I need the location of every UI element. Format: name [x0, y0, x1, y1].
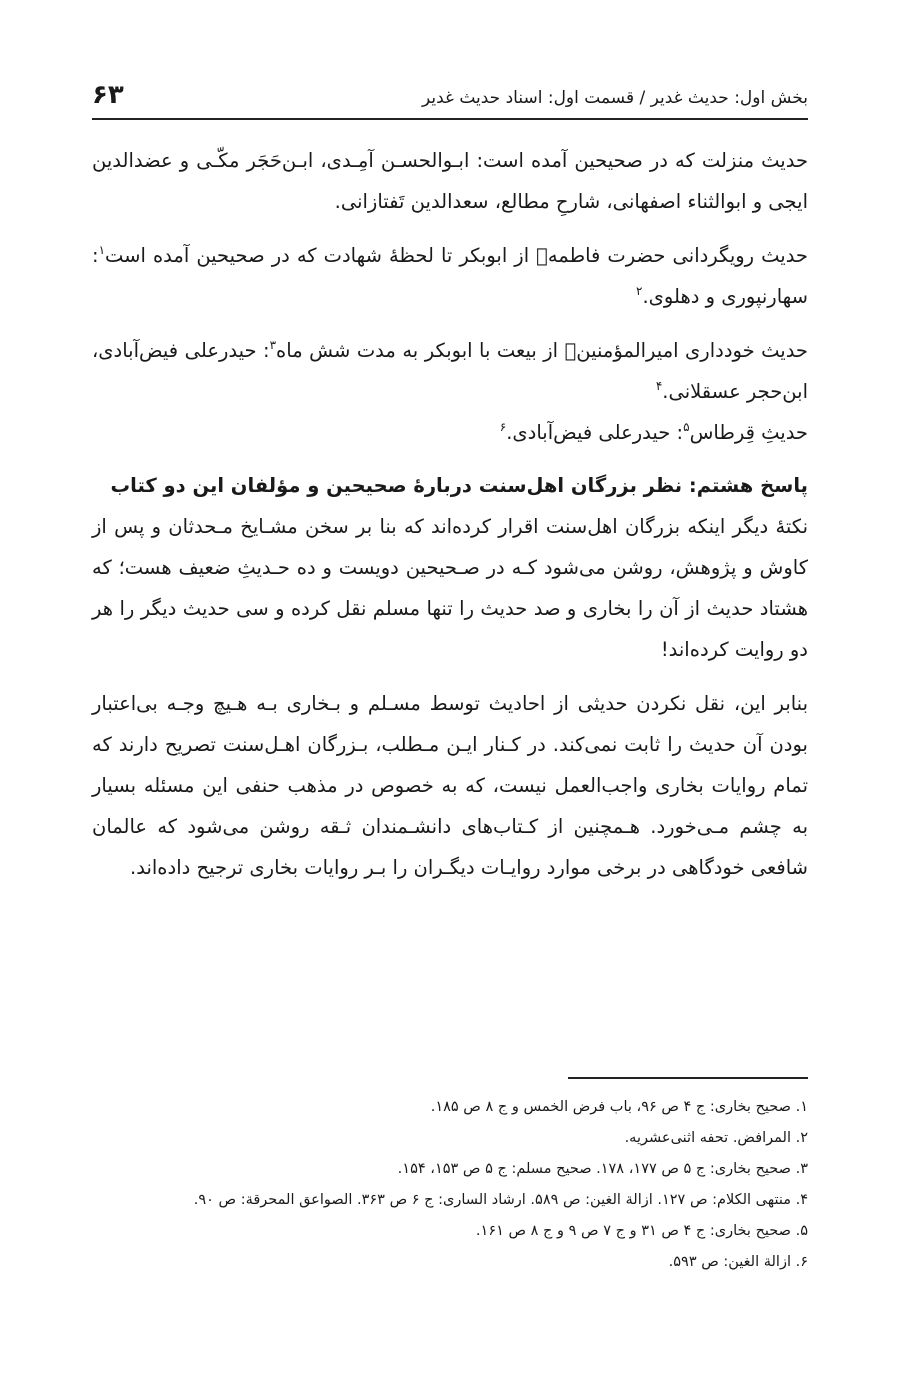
paragraph-hadith-qirtas: [92, 412, 808, 453]
paragraph-text: حدیث خودداری امیرالمؤمنینؐ از بیعت با ابوبکر به مدت شش ماه: [276, 339, 808, 362]
footnote-ref-1: ۱: [98, 243, 106, 257]
footnote-ref-4: ۴: [655, 379, 663, 393]
footnote-6: ۶. ازالة الغین: ص ۵۹۳.: [668, 1254, 808, 1270]
paragraph-weak-hadiths: نکتهٔ دیگر اینکه بزرگان اهل‌سنت اقرار کرده‌اند که بنا بر سخن مشـایخ مـحدثان و پس از کاوش و پژوهش، روشن می‌شود کـه در صـحیحین دویست و ده حـدیثِ ضعیف هست؛ که هشتاد حدیث از آن را بخاری و صد حدیث را تنها مسلم نقل کرده و سی حدیث دیگر را هر دو روایت کرده‌اند!: [92, 515, 808, 661]
paragraph-hadith-bayah: [92, 330, 808, 412]
footnote-4: ۴. منتهی الکلام: ص ۱۲۷. ازالة الغین: ص ۵۸۹. ارشاد الساری: ج ۶ ص ۳۶۳. الصواعق المحرقة: ص ۹۰.: [193, 1192, 808, 1208]
footnote-divider: [568, 1077, 808, 1079]
paragraph-text: : حیدرعلی فیض‌آبادی.: [506, 421, 684, 444]
paragraph-text: : سهارنپوری و دهلوی.: [92, 244, 808, 308]
paragraph-hadith-manzilat: حدیث منزلت که در صحیحین آمده است: ابـوالحسـن آمِـدی، ابـن‌حَجَر مکّـی و عضد‌الدین ایجی و ابوالثناء اصفهانی، شارحِ مطالع، سعدالدین تَفتازانی.: [92, 149, 808, 213]
footnote-5: ۵. صحیح بخاری: ج ۴ ص ۳۱ و ج ۷ ص ۹ و ج ۸ ص ۱۶۱.: [475, 1223, 808, 1239]
footnote-2: ۲. المرافض. تحفه اثنی‌عشریه.: [624, 1130, 808, 1146]
paragraph-text: حدیثِ قِرطاس: [689, 421, 808, 444]
footnote-ref-5: ۵: [683, 420, 690, 434]
footnote-ref-3: ۳: [269, 338, 277, 352]
paragraph-hadith-fatima: [92, 235, 808, 317]
main-text: [92, 140, 808, 901]
footnote-ref-2: ۲: [636, 284, 643, 298]
running-title: بخش اول: حدیث غدیر / قسمت اول: اسناد حدیث غدیر: [422, 88, 808, 108]
paragraph-text: حدیث رویگردانی حضرت فاطمهؑ از ابوبکر تا لحظهٔ شهادت که در صحیحین آمده است: [105, 244, 808, 267]
footnote-1: ۱. صحیح بخاری: ج ۴ ص ۹۶، باب فرض الخمس و ج ۸ ص ۱۸۵.: [430, 1099, 808, 1115]
paragraph-text: : حیدرعلی فیض‌آبادی، ابن‌حجر عسقلانی.: [92, 339, 808, 403]
footnote-ref-6: ۶: [499, 420, 507, 434]
page-number: ۶۳: [92, 80, 124, 110]
page-header: [92, 70, 808, 110]
header-divider: [92, 118, 808, 120]
paragraph-bukhari-muslim: بنابر این، نقل نکردن حدیثی از احادیث توسط مسـلم و بـخاری بـه هـیچ وجـه بی‌اعتبار بودن آن حدیث را ثابت نمی‌کند. در کـنار ایـن مـطلب، بـزرگان اهـل‌سنت تصریح دارند که تمام روایات بخاری واجب‌العمل نیست، که به خصوص در مذهب حنفی این مسئله بسیار به چشم مـی‌خورد. هـمچنین از کـتاب‌های دانشـمندان ثـقه روشن می‌شود که عالمان شافعی خودگاهی در برخی موارد روایـات دیگـران را بـر روایات بخاری ترجیح داده‌اند.: [92, 692, 808, 879]
section-heading: پاسخ هشتم: نظر بزرگان اهل‌سنت دربارهٔ صحیحین و مؤلفان این دو کتاب: [110, 474, 808, 497]
footnote-3: ۳. صحیح بخاری: ج ۵ ص ۱۷۷، ۱۷۸. صحیح مسلم: ج ۵ ص ۱۵۳، ۱۵۴.: [397, 1161, 808, 1177]
footnotes: [92, 1092, 808, 1278]
